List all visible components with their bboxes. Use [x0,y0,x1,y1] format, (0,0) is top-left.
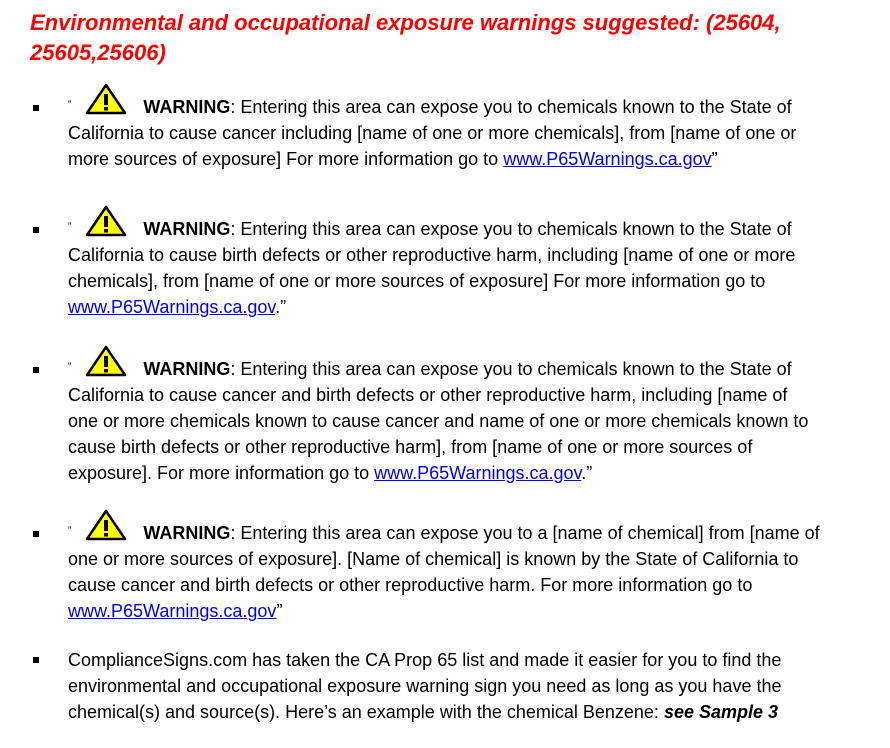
page-heading [30,8,880,68]
item-line: cause cancer and birth defects or other reproductive harm. For more information go to [68,575,753,595]
item-line: exposure]. For more information go to [68,463,375,483]
item-line: chemical(s) and source(s). Here’s an example with the chemical Benzene: [68,702,664,722]
bullet-square-icon [33,367,39,373]
item-line: ComplianceSigns.com has taken the CA Prop 65 list and made it easier for you to find the [68,650,782,670]
item-line: environmental and occupational exposure warning sign you need as long as you have the [68,676,782,696]
warning-label: WARNING [143,219,231,239]
item-line: : Entering this area can expose you to chemicals known to the State of [230,219,792,239]
warning-label: WARNING [143,97,231,117]
bullet-square-icon [33,657,39,663]
warning-label: WARNING [143,523,231,543]
heading-line-2: 25605,25606) [30,40,166,65]
p65-warnings-link[interactable]: www.P65Warnings.ca.gov [374,463,582,483]
warning-triangle-icon [85,83,127,115]
item-line: : Entering this area can expose you to chemicals known to the State of [230,359,792,379]
open-quote: “ [68,361,72,372]
item-line: California to cause birth defects or other reproductive harm, including [name of one or more [68,245,796,265]
item-line: California to cause cancer including [name of one or more chemicals], from [name of one or [68,123,797,143]
list-item [30,205,888,320]
item-line: : Entering this area can expose you to a [name of chemical] from [name of [230,523,820,543]
list-item [30,83,888,172]
item-line: chemicals], from [name of one or more sources of exposure] For more information go to [68,271,766,291]
open-quote: “ [68,221,72,232]
heading-line-1: Environmental and occupational exposure warnings suggested: (25604, [30,10,781,35]
p65-warnings-link[interactable]: www.P65Warnings.ca.gov [503,149,712,169]
bullet-square-icon [33,227,39,233]
open-quote: “ [68,99,72,110]
open-quote: “ [68,525,72,536]
closing-quote: ” [711,149,718,169]
warning-label: WARNING [143,359,231,379]
warning-triangle-icon [85,205,127,237]
closing-quote: .” [275,297,287,317]
item-line: : Entering this area can expose you to chemicals known to the State of [230,97,792,117]
item-line: cause birth defects or other reproductive harm], from [name of one or more sources of [68,437,753,457]
p65-warnings-link[interactable]: www.P65Warnings.ca.gov [68,601,277,621]
warning-triangle-icon [85,345,127,377]
bullet-square-icon [33,105,39,111]
item-line: more sources of exposure] For more information go to [68,149,504,169]
item-line: one or more sources of exposure]. [Name of chemical] is known by the State of California to [68,549,799,569]
p65-warnings-link[interactable]: www.P65Warnings.ca.gov [68,297,276,317]
closing-quote: .” [581,463,593,483]
warning-triangle-icon [85,509,127,541]
closing-quote: ” [276,601,283,621]
sample-reference: see Sample 3 [663,702,779,722]
item-line: California to cause cancer and birth defects or other reproductive harm, including [name of [68,385,788,405]
item-line: one or more chemicals known to cause cancer and name of one or more chemicals known to [68,411,809,431]
list-item [30,345,888,486]
list-item [30,647,888,725]
list-item [30,509,888,624]
bullet-square-icon [33,531,39,537]
